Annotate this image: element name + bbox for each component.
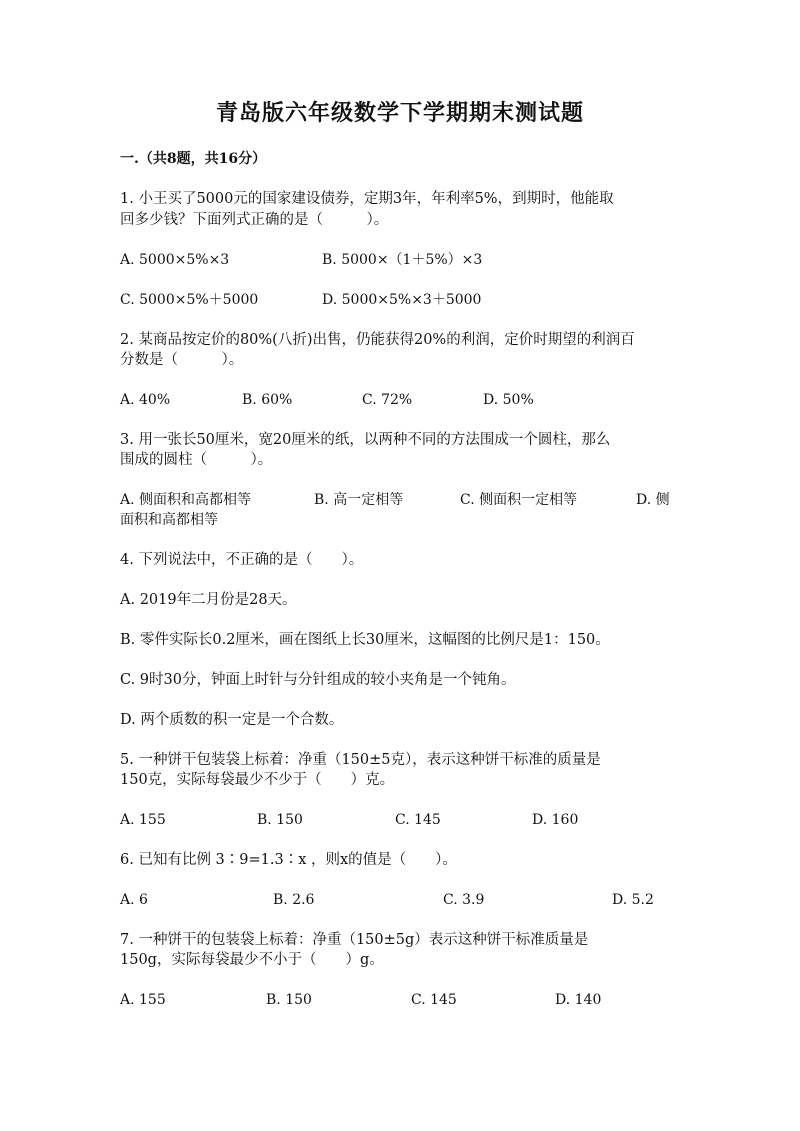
question-1-option-b: B. 5000×（1＋5%）×3 — [322, 252, 483, 268]
question-3-option-d: D. 侧 — [636, 492, 670, 508]
question-5-option-d: D. 160 — [532, 812, 579, 828]
question-7-option-c: C. 145 — [411, 992, 457, 1008]
question-3-option-a: A. 侧面积和高都相等 — [120, 492, 252, 508]
question-2-line-1: 2. 某商品按定价的80%(八折)出售，仍能获得20%的利润，定价时期望的利润百 — [120, 332, 635, 348]
question-4-line-1: 4. 下列说法中，不正确的是（ ）。 — [120, 552, 364, 568]
question-6-line-1: 6. 已知有比例 3∶9=1.3∶x ，则x的值是（ ）。 — [120, 852, 457, 868]
question-1-line-2: 回多少钱？下面列式正确的是（ ）。 — [120, 212, 389, 228]
question-7-option-b: B. 150 — [266, 992, 312, 1008]
question-3-option-b: B. 高一定相等 — [314, 492, 404, 508]
question-5-line-1: 5. 一种饼干包装袋上标着：净重（150±5克），表示这种饼干标准的质量是 — [120, 752, 601, 768]
question-1-option-d: D. 5000×5%×3＋5000 — [322, 292, 482, 308]
question-3-line-2: 围成的圆柱（ ）。 — [120, 452, 273, 468]
question-3-line-1: 3. 用一张长50厘米，宽20厘米的纸，以两种不同的方法围成一个圆柱，那么 — [120, 432, 611, 448]
question-3-option-d-wrap: 面积和高都相等 — [120, 512, 218, 528]
question-7-option-d: D. 140 — [555, 992, 602, 1008]
question-2-option-a: A. 40% — [120, 392, 171, 408]
question-7-line-1: 7. 一种饼干的包装袋上标着：净重（150±5g）表示这种饼干标准质量是 — [120, 932, 589, 948]
question-5-option-c: C. 145 — [395, 812, 441, 828]
question-2-option-c: C. 72% — [362, 392, 413, 408]
page-title: 青岛版六年级数学下学期期末测试题 — [215, 100, 584, 126]
question-2-option-d: D. 50% — [483, 392, 534, 408]
question-7-line-2: 150g，实际每袋最少不小于（ ）g。 — [120, 952, 384, 968]
question-4-statement-d: D. 两个质数的积一定是一个合数。 — [120, 712, 344, 728]
question-6-option-a: A. 6 — [120, 892, 148, 908]
question-7-option-a: A. 155 — [120, 992, 166, 1008]
question-4-statement-b: B. 零件实际长0.2厘米，画在图纸上长30厘米，这幅图的比例尺是1：150。 — [120, 632, 610, 648]
question-2-line-2: 分数是（ ）。 — [120, 352, 244, 368]
question-2-option-b: B. 60% — [242, 392, 293, 408]
question-1-line-1: 1. 小王买了5000元的国家建设债券，定期3年，年利率5%，到期时，他能取 — [120, 191, 614, 207]
question-4-statement-c: C. 9时30分，钟面上时针与分针组成的较小夹角是一个钝角。 — [120, 672, 516, 688]
question-6-option-c: C. 3.9 — [443, 892, 485, 908]
question-3-option-c: C. 侧面积一定相等 — [460, 492, 578, 508]
question-4-statement-a: A. 2019年二月份是28天。 — [120, 592, 297, 608]
question-6-option-d: D. 5.2 — [612, 892, 654, 908]
question-5-line-2: 150克，实际每袋最少不少于（ ）克。 — [120, 772, 395, 788]
question-6-option-b: B. 2.6 — [273, 892, 315, 908]
question-1-option-a: A. 5000×5%×3 — [120, 252, 230, 268]
question-5-option-a: A. 155 — [120, 812, 166, 828]
section-heading: 一.（共8题，共16分） — [120, 151, 267, 167]
question-1-option-c: C. 5000×5%＋5000 — [120, 292, 259, 308]
question-5-option-b: B. 150 — [257, 812, 303, 828]
